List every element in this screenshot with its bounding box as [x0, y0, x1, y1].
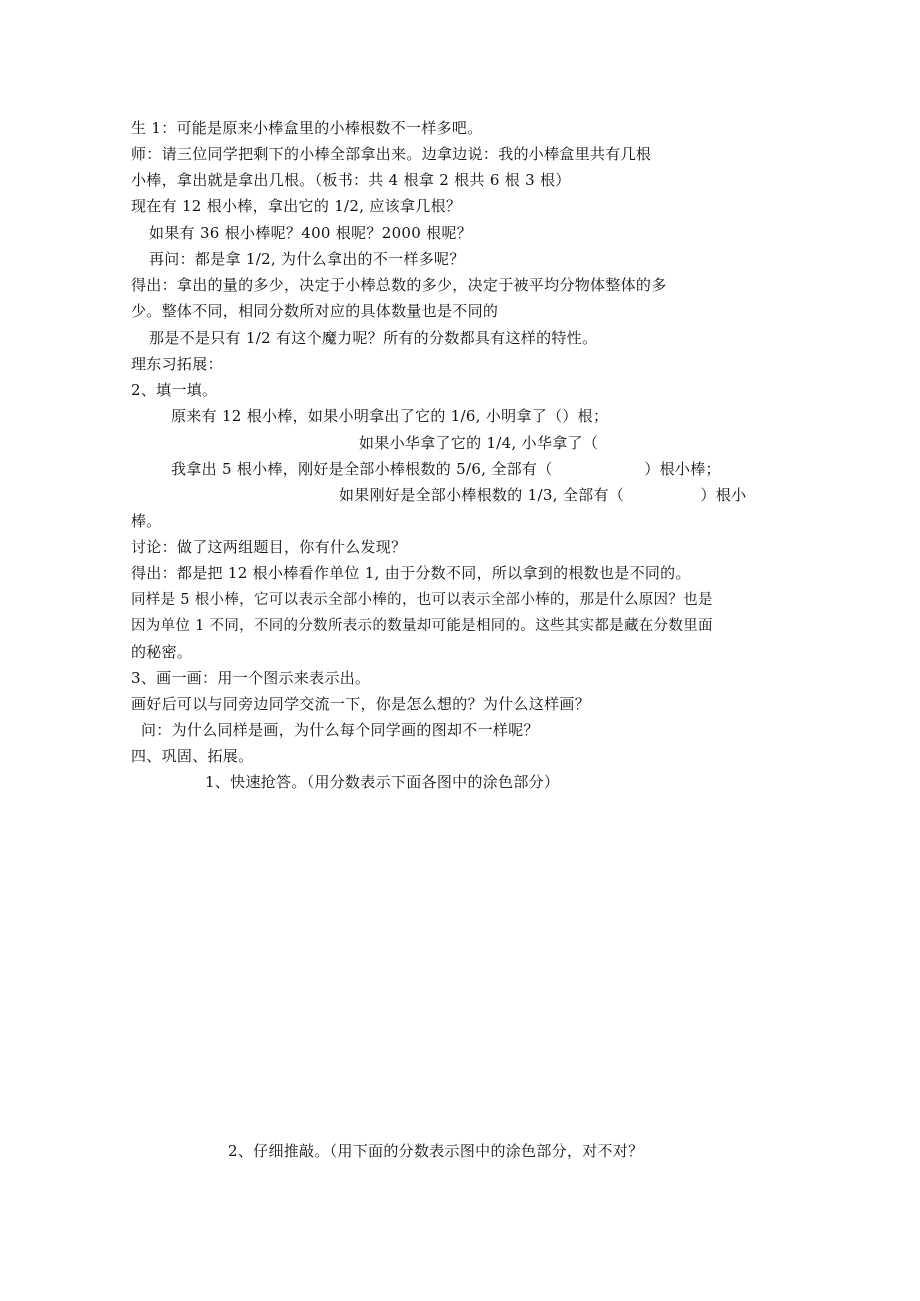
text-line-19: 同样是 5 根小棒，它可以表示全部小棒的，也可以表示全部小棒的，那是什么原因？也是	[131, 592, 713, 608]
text-line-6: 再问：都是拿 1/2, 为什么拿出的不一样多呢？	[149, 250, 465, 268]
text-line-21: 的秘密。	[131, 643, 193, 661]
text-line-2: 师：请三位同学把剩下的小棒全部拿出来。边拿边说：我的小棒盒里共有几根	[131, 145, 652, 163]
text-line-8: 少。整体不同，相同分数所对应的具体数量也是不同的	[131, 302, 499, 320]
text-line-15: 如果刚好是全部小棒根数的 1/3, 全部有（ ）根小	[339, 486, 747, 504]
text-line-23: 画好后可以与同旁边同学交流一下，你是怎么想的？为什么这样画？	[131, 695, 591, 713]
text-line-22: 3、画一画：用一个图示来表示出。	[131, 669, 371, 687]
text-line-9: 那是不是只有 1/2 有这个魔力呢？所有的分数都具有这样的特性。	[149, 329, 598, 347]
text-line-1: 生 1：可能是原来小棒盒里的小棒根数不一样多吧。	[131, 119, 483, 137]
text-line-4: 现在有 12 根小棒，拿出它的 1/2, 应该拿几根？	[131, 197, 462, 215]
text-line-16: 棒。	[131, 512, 162, 530]
text-line-14: 我拿出 5 根小棒，刚好是全部小棒根数的 5/6, 全部有（ ）根小棒；	[171, 460, 721, 478]
text-line-25: 四、巩固、拓展。	[131, 747, 254, 765]
text-line-11: 2、填一填。	[131, 381, 218, 399]
text-line-10: 理东习拓展：	[131, 355, 223, 373]
text-line-18: 得出：都是把 12 根小棒看作单位 1, 由于分数不同，所以拿到的根数也是不同的。	[131, 564, 691, 582]
text-line-24: 问：为什么同样是画，为什么每个同学画的图却不一样呢？	[141, 721, 539, 739]
text-line-12: 原来有 12 根小棒，如果小明拿出了它的 1/6, 小明拿了（）根；	[171, 407, 609, 425]
text-line-20: 因为单位 1 不同，不同的分数所表示的数量却可能是相同的。这些其实都是藏在分数里面	[131, 618, 713, 634]
text-line-13: 如果小华拿了它的 1/4, 小华拿了（	[359, 434, 599, 452]
text-line-5: 如果有 36 根小棒呢？400 根呢？2000 根呢？	[149, 224, 473, 242]
text-line-3: 小棒，拿出就是拿出几根。（板书：共 4 根拿 2 根共 6 根 3 根）	[131, 171, 571, 189]
text-line-27: 2、仔细推敲。（用下面的分数表示图中的涂色部分，对不对？	[228, 1142, 644, 1160]
text-line-7: 得出：拿出的量的多少，决定于小棒总数的多少，决定于被平均分物体整体的多	[131, 276, 667, 294]
text-line-26: 1、快速抢答。（用分数表示下面各图中的涂色部分）	[205, 773, 560, 791]
text-line-17: 讨论：做了这两组题目，你有什么发现？	[131, 538, 407, 556]
